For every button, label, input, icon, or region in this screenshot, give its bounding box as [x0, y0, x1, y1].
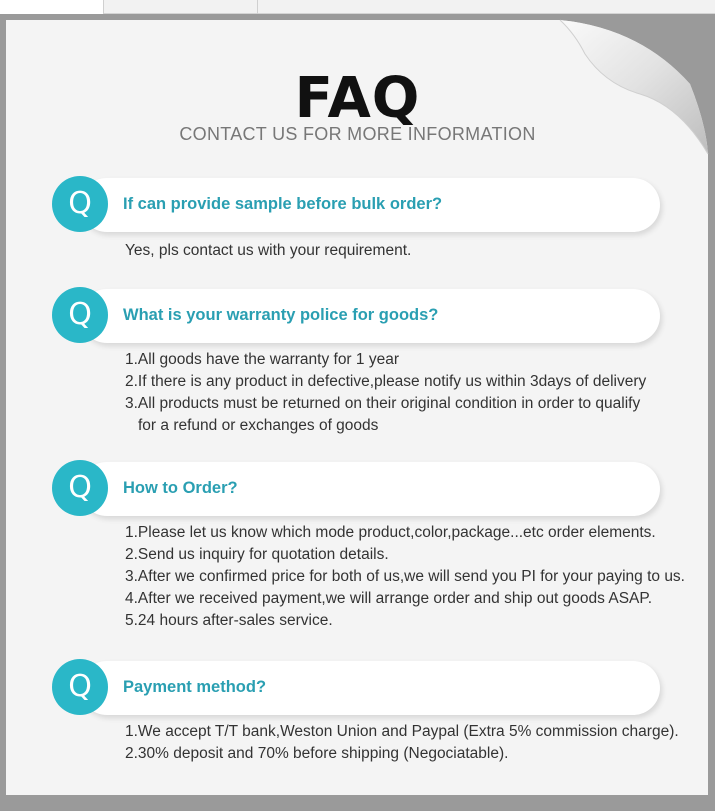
answer-line: 4.After we received payment,we will arrange order and ship out goods ASAP. — [125, 590, 653, 607]
browser-tab-strip — [0, 0, 715, 14]
faq-answer-4 — [125, 721, 695, 765]
answer-line: 5.24 hours after-sales service. — [125, 612, 333, 629]
page-title: FAQ — [294, 66, 421, 131]
page-subtitle: CONTACT US FOR MORE INFORMATION — [179, 124, 536, 144]
question-text: What is your warranty police for goods? — [123, 306, 439, 324]
tab-inactive[interactable] — [104, 0, 258, 14]
answer-line: 2.30% deposit and 70% before shipping (Negociatable). — [125, 745, 509, 762]
answer-line: 1.We accept T/T bank,Weston Union and Paypal (Extra 5% commission charge). — [125, 723, 679, 740]
faq-question-1 — [52, 176, 660, 232]
answer-line: Yes, pls contact us with your requirement. — [125, 242, 412, 259]
question-text: Payment method? — [123, 678, 267, 696]
answer-line: 3.After we confirmed price for both of us,we will send you PI for your paying to us. — [125, 568, 685, 585]
q-badge-icon: Q — [52, 460, 108, 516]
faq-question-3 — [52, 460, 660, 516]
answer-line: 1.Please let us know which mode product,color,package...etc order elements. — [125, 524, 656, 541]
q-badge-icon: Q — [52, 287, 108, 343]
q-badge-icon: Q — [52, 176, 108, 232]
question-text: How to Order? — [123, 479, 238, 497]
answer-line: for a refund or exchanges of goods — [138, 417, 379, 434]
faq-answer-1 — [125, 240, 695, 262]
tab-active[interactable] — [0, 0, 104, 14]
faq-question-2 — [52, 287, 660, 343]
faq-card — [0, 14, 715, 811]
answer-line: 2.Send us inquiry for quotation details. — [125, 546, 389, 563]
answer-line: 2.If there is any product in defective,please notify us within 3days of delivery — [125, 373, 647, 390]
faq-question-4 — [52, 659, 660, 715]
faq-answer-3 — [125, 522, 695, 632]
answer-line: 3.All products must be returned on their original condition in order to qualify — [125, 395, 641, 412]
question-text: If can provide sample before bulk order? — [123, 195, 443, 213]
faq-answer-2 — [125, 349, 695, 437]
answer-line: 1.All goods have the warranty for 1 year — [125, 351, 399, 368]
q-badge-icon: Q — [52, 659, 108, 715]
